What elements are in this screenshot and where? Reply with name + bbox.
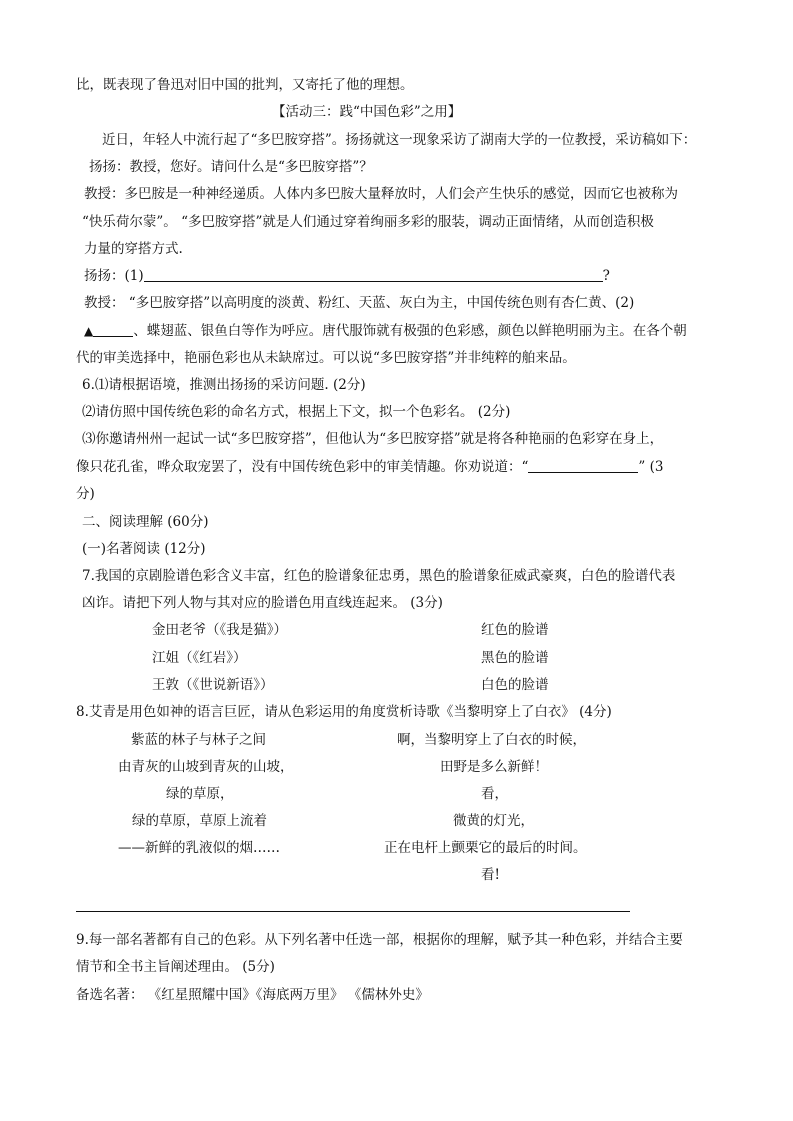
mask-color-item: 白色的脸谱 (481, 677, 549, 693)
character-item: 王敦（《世说新语》） (152, 677, 274, 693)
activity-title: 【活动三：践“中国色彩”之用】 (272, 104, 462, 120)
poem-line: 看， (481, 786, 508, 802)
poem-line: 田野是多么新鲜！ (440, 759, 548, 775)
mask-color-item: 红色的脸谱 (481, 622, 549, 638)
question-8: 8.艾青是用色如神的语言巨匠，请从色彩运用的角度赏析诗歌《当黎明穿上了白衣》 (4分) (76, 704, 612, 720)
poem-line: 紫蓝的林子与林子之间 (131, 732, 266, 748)
poem-line: 绿的草原，草原上流着 (132, 813, 267, 829)
poem-line: ——新鲜的乳液似的烟…… (118, 840, 280, 856)
interview-line: 扬扬：教授，您好。请问什么是“多巴胺穿搭”？ (89, 159, 373, 175)
question-6-2: ⑵请仿照中国传统色彩的命名方式，根据上下文，拟一个色彩名。 (2分) (82, 404, 511, 420)
question-6-3: ⑶你邀请州州一起试一试“多巴胺穿搭”，但他认为“多巴胺穿搭”就是将各种艳丽的色彩穿在身上， (82, 431, 664, 447)
paragraph-line: 分) (76, 486, 95, 502)
triangle-icon: ▲ (84, 324, 94, 338)
question-9: 9.每一部名著都有自己的色彩。从下列名著中任选一部，根据你的理解，赋予其一种色彩，并结合主要 (76, 932, 683, 948)
question-7-line: 凶诈。请把下列人物与其对应的脸谱色用直线连起来。 (3分) (82, 595, 443, 611)
paragraph-line: 比，既表现了鲁迅对旧中国的批判，又寄托了他的理想。 (76, 77, 414, 93)
question-6-1: 6.⑴请根据语境，推测出扬扬的采访问题. (2分) (82, 377, 366, 393)
book-options: 备选名著： 《红星照耀中国》《海底两万里》 《儒林外史》 (76, 987, 429, 1003)
question-9-line: 情节和全书主旨阐述理由。 (5分) (76, 959, 275, 975)
mask-color-item: 黑色的脸谱 (481, 650, 549, 666)
poem-line: 看! (481, 867, 500, 883)
line-text: ” (3 (638, 459, 664, 475)
section-heading: 二、阅读理解 (60分) (82, 514, 209, 530)
interview-line: 教授：多巴胺是一种神经递质。人体内多巴胺大量释放时，人们会产生快乐的感觉，因而它也被称为 (84, 186, 678, 202)
interview-line (84, 322, 687, 340)
interview-line: “快乐荷尔蒙”。 “多巴胺穿搭”就是人们通过穿着绚丽多彩的服装，调动正面情绪，从而创造积极 (82, 214, 654, 230)
speaker-label: 扬扬：(1) (84, 268, 144, 284)
answer-line[interactable] (76, 911, 630, 912)
answer-blank-3[interactable] (528, 458, 638, 473)
interview-question-line (84, 267, 610, 285)
poem-line: 绿的草原， (166, 786, 234, 802)
line-text: 像只花孔雀，哗众取宠罢了，没有中国传统色彩中的审美情趣。你劝说道：“ (76, 459, 529, 475)
answer-blank-1[interactable] (144, 267, 603, 282)
paragraph-line: 代的审美选择中，艳丽色彩也从未缺席过。可以说“多巴胺穿搭”并非纯粹的舶来品。 (76, 350, 576, 366)
poem-line: 啊，当黎明穿上了白衣的时候， (397, 732, 586, 748)
subsection-heading: (一)名著阅读 (12分) (82, 541, 206, 557)
question-6-3-line (76, 458, 663, 476)
paragraph-line: 近日，年轻人中流行起了“多巴胺穿搭”。扬扬就这一现象采访了湖南大学的一位教授，采访稿如下： (102, 132, 697, 148)
question-mark: ? (602, 268, 610, 284)
interview-line: 教授： “多巴胺穿搭”以高明度的淡黄、粉红、天蓝、灰白为主，中国传统色则有杏仁黄、(2) (84, 295, 635, 311)
poem-line: 正在电杆上颤栗它的最后的时间。 (384, 840, 587, 856)
poem-line: 由青灰的山坡到青灰的山坡， (118, 759, 294, 775)
character-item: 金田老爷（《我是猫》） (152, 622, 287, 638)
line-text: 、蝶翅蓝、银鱼白等作为呼应。唐代服饰就有极强的色彩感，颜色以鲜艳明丽为主。在各个朝 (133, 323, 687, 339)
answer-blank-2[interactable] (93, 322, 133, 337)
question-7: 7.我国的京剧脸谱色彩含义丰富，红色的脸谱象征忠勇，黑色的脸谱象征威武豪爽，白色的脸谱代表 (82, 568, 676, 584)
interview-line: 力量的穿搭方式. (84, 241, 183, 257)
poem-line: 微黄的灯光， (453, 813, 534, 829)
character-item: 江姐（《红岩》） (152, 650, 247, 666)
